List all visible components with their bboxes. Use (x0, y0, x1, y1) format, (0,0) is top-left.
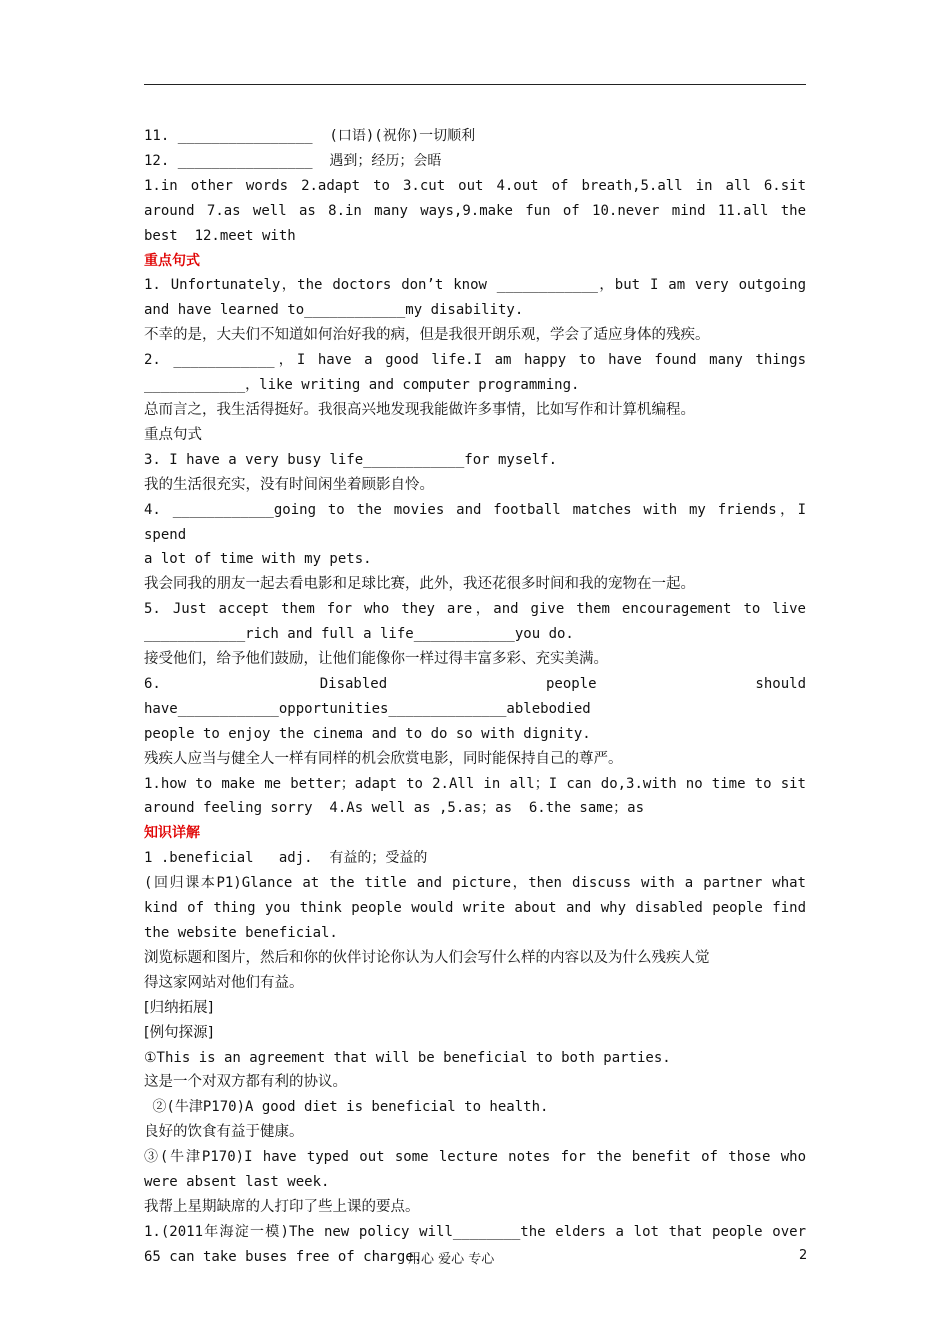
text-line: ③(牛津P170)I have typed out some lecture notes for the benefit of those who (144, 1149, 806, 1166)
text-line: 1.in other words 2.adapt to 3.cut out 4.out of breath,5.all in all 6.sit (144, 177, 806, 194)
text-line: were absent last week. (144, 1174, 330, 1191)
text-line: best 12.meet with (144, 227, 296, 244)
text-line: 11. ________________ (口语)(祝你)一切顺利 (144, 128, 476, 144)
text-line: around 7.as well as 8.in many ways,9.make fun of 10.never mind 11.all the (144, 202, 806, 219)
text-line: 1.how to make me better；adapt to 2.All in all；I can do,3.with no time to sit (144, 775, 806, 792)
text-line: 这是一个对双方都有利的协议。 (144, 1074, 347, 1091)
text-line: kind of thing you think people would write about and why disabled people find (144, 900, 806, 917)
text-line: ____________，like writing and computer programming. (144, 377, 580, 394)
text-line: 良好的饮食有益于健康。 (144, 1124, 304, 1141)
header-rule (144, 84, 806, 85)
text-line: 2. ____________，I have a good life.I am happy to have found many things (144, 352, 806, 369)
text-line: people to enjoy the cinema and to do so with dignity. (144, 725, 591, 742)
text-line: and have learned to____________my disability. (144, 302, 524, 319)
text-line: 4. ____________going to the movies and football matches with my friends，I spend (144, 501, 806, 543)
text-line: 1. Unfortunately，the doctors don’t know ____________，but I am very outgoing (144, 277, 806, 294)
text-line: 3. I have a very busy life____________for myself. (144, 451, 558, 468)
text-line: ②(牛津P170)A good diet is beneficial to health. (144, 1099, 549, 1116)
section-heading: 知识详解 (144, 825, 200, 842)
text-line: a lot of time with my pets. (144, 551, 372, 568)
text-line: 接受他们，给予他们鼓励，让他们能像你一样过得丰富多彩、充实美满。 (144, 651, 608, 668)
document-body (144, 124, 806, 1270)
text-line: 我会同我的朋友一起去看电影和足球比赛，此外，我还花很多时间和我的宠物在一起。 (144, 576, 695, 593)
footer-motto: 用心 爱心 专心 (408, 1252, 495, 1267)
text-line: 12. ________________ 遇到；经历；会晤 (144, 152, 442, 169)
text-line: ____________rich and full a life____________you do. (144, 626, 574, 643)
text-line: 65 can take buses free of charge. (144, 1248, 423, 1265)
text-line: (回归课本P1)Glance at the title and picture，then discuss with a partner what (144, 875, 806, 892)
section-heading: 重点句式 (144, 252, 200, 269)
text-line: 我的生活很充实，没有时间闲坐着顾影自怜。 (144, 476, 434, 493)
text-line: 1.(2011年海淀一模)The new policy will________the elders a lot that people over (144, 1223, 806, 1240)
text-line: 5. Just accept them for who they are，and give them encouragement to live (144, 601, 806, 618)
text-line: 我帮上星期缺席的人打印了些上课的要点。 (144, 1198, 420, 1215)
text-line: 总而言之，我生活得挺好。我很高兴地发现我能做许多事情，比如写作和计算机编程。 (144, 401, 695, 418)
text-line: 6. Disabled people should have____________opportunities______________ablebodied (144, 675, 806, 717)
text-line: the website beneficial. (144, 925, 338, 941)
text-line: [例句探源] (144, 1024, 214, 1041)
page-number: 2 (799, 1248, 808, 1263)
text-line: 残疾人应当与健全人一样有同样的机会欣赏电影，同时能保持自己的尊严。 (144, 750, 623, 767)
text-line: 1 .beneficial adj. 有益的；受益的 (144, 850, 428, 867)
text-line: around feeling sorry 4.As well as ,5.as；as 6.the same；as (144, 800, 645, 817)
text-line: 不幸的是，大夫们不知道如何治好我的病，但是我很开朗乐观，学会了适应身体的残疾。 (144, 327, 710, 344)
text-line: [归纳拓展] (144, 999, 214, 1016)
text-line: 浏览标题和图片，然后和你的伙伴讨论你认为人们会写什么样的内容以及为什么残疾人觉 (144, 949, 710, 966)
text-line: 得这家网站对他们有益。 (144, 974, 304, 991)
text-line: ①This is an agreement that will be beneficial to both parties. (144, 1049, 671, 1066)
text-line: 重点句式 (144, 426, 202, 443)
